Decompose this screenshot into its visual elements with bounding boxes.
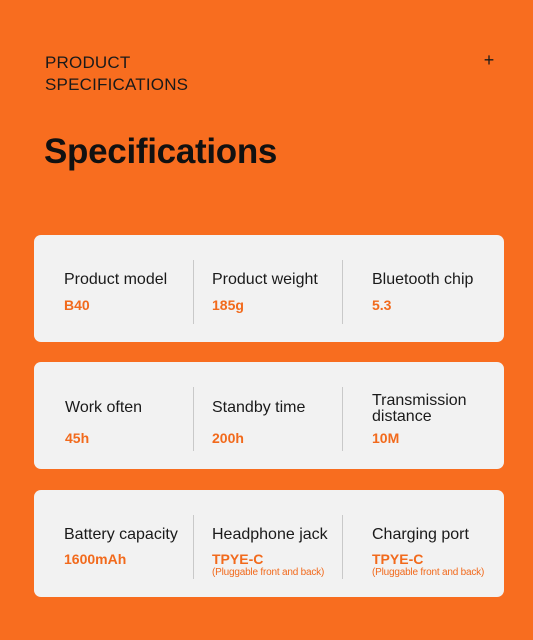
spec-value-bluetooth-chip: 5.3 <box>372 297 392 313</box>
spec-label-headphone-jack: Headphone jack <box>212 526 328 543</box>
divider <box>193 515 194 579</box>
spec-value-product-model: B40 <box>64 297 90 313</box>
spec-label-product-model: Product model <box>64 271 168 288</box>
page-title: Specifications <box>44 132 278 171</box>
header-line-2: SPECIFICATIONS <box>45 75 189 94</box>
divider <box>193 260 194 324</box>
spec-value-work-often: 45h <box>65 430 90 446</box>
spec-label-transmission-distance-2: distance <box>372 408 432 425</box>
spec-note-headphone-jack: (Pluggable front and back) <box>212 567 325 578</box>
spec-label-product-weight: Product weight <box>212 271 318 288</box>
plus-icon[interactable]: + <box>483 50 495 70</box>
spec-value-battery-capacity: 1600mAh <box>64 551 127 567</box>
spec-label-charging-port: Charging port <box>372 526 469 543</box>
spec-value-headphone-jack: TPYE-C <box>212 551 264 567</box>
spec-label-standby-time: Standby time <box>212 399 306 416</box>
spec-note-charging-port: (Pluggable front and back) <box>372 567 485 578</box>
divider <box>342 515 343 579</box>
spec-label-bluetooth-chip: Bluetooth chip <box>372 271 474 288</box>
spec-card-2 <box>34 362 504 469</box>
spec-card-3 <box>34 490 504 597</box>
spec-value-charging-port: TPYE-C <box>372 551 424 567</box>
spec-card-1 <box>34 235 504 342</box>
spec-label-work-often: Work often <box>65 399 143 416</box>
spec-label-battery-capacity: Battery capacity <box>64 526 178 543</box>
spec-value-standby-time: 200h <box>212 430 244 446</box>
divider <box>342 387 343 451</box>
section-header <box>45 52 188 96</box>
spec-value-product-weight: 185g <box>212 297 244 313</box>
spec-label-transmission-distance-1: Transmission <box>372 392 467 409</box>
spec-value-transmission-distance: 10M <box>372 430 400 446</box>
header-line-1: PRODUCT <box>45 53 131 72</box>
divider <box>193 387 194 451</box>
divider <box>342 260 343 324</box>
